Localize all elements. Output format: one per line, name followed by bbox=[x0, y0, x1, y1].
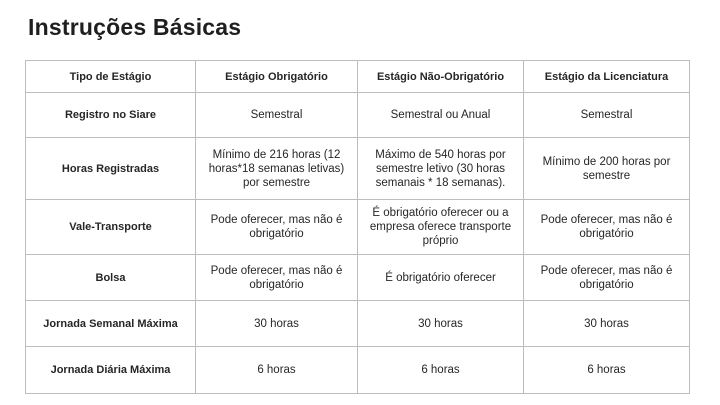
column-header-mandatory: Estágio Obrigatório bbox=[196, 61, 358, 93]
table-cell: Máximo de 540 horas por semestre letivo (30 horas semanais * 18 semanas). bbox=[358, 138, 524, 200]
table-cell: 30 horas bbox=[196, 301, 358, 347]
table-cell: Pode oferecer, mas não é obrigatório bbox=[524, 255, 690, 301]
row-label: Registro no Siare bbox=[26, 93, 196, 138]
table-cell: Semestral bbox=[524, 93, 690, 138]
table-cell: Mínimo de 216 horas (12 horas*18 semanas letivas) por semestre bbox=[196, 138, 358, 200]
table-cell: Semestral ou Anual bbox=[358, 93, 524, 138]
table-cell: Mínimo de 200 horas por semestre bbox=[524, 138, 690, 200]
column-header-non-mandatory: Estágio Não-Obrigatório bbox=[358, 61, 524, 93]
table-row bbox=[26, 301, 690, 347]
table-cell: 30 horas bbox=[524, 301, 690, 347]
row-label: Vale-Transporte bbox=[26, 200, 196, 255]
column-header-licensure: Estágio da Licenciatura bbox=[524, 61, 690, 93]
table-row bbox=[26, 93, 690, 138]
table-cell: Pode oferecer, mas não é obrigatório bbox=[524, 200, 690, 255]
table-cell: É obrigatório oferecer ou a empresa oferece transporte próprio bbox=[358, 200, 524, 255]
table-cell: 6 horas bbox=[524, 347, 690, 394]
table-cell: 6 horas bbox=[196, 347, 358, 394]
table-header-row bbox=[26, 61, 690, 93]
table-cell: Pode oferecer, mas não é obrigatório bbox=[196, 200, 358, 255]
page-title: Instruções Básicas bbox=[28, 14, 242, 40]
table-row bbox=[26, 200, 690, 255]
column-header-type: Tipo de Estágio bbox=[26, 61, 196, 93]
row-label: Jornada Diária Máxima bbox=[26, 347, 196, 394]
table-cell: É obrigatório oferecer bbox=[358, 255, 524, 301]
table-row bbox=[26, 255, 690, 301]
table-cell: 30 horas bbox=[358, 301, 524, 347]
row-label: Horas Registradas bbox=[26, 138, 196, 200]
table-cell: Pode oferecer, mas não é obrigatório bbox=[196, 255, 358, 301]
row-label: Bolsa bbox=[26, 255, 196, 301]
internship-rules-table bbox=[25, 60, 690, 394]
table-row bbox=[26, 138, 690, 200]
row-label: Jornada Semanal Máxima bbox=[26, 301, 196, 347]
table-cell: 6 horas bbox=[358, 347, 524, 394]
table-cell: Semestral bbox=[196, 93, 358, 138]
table-row bbox=[26, 347, 690, 394]
